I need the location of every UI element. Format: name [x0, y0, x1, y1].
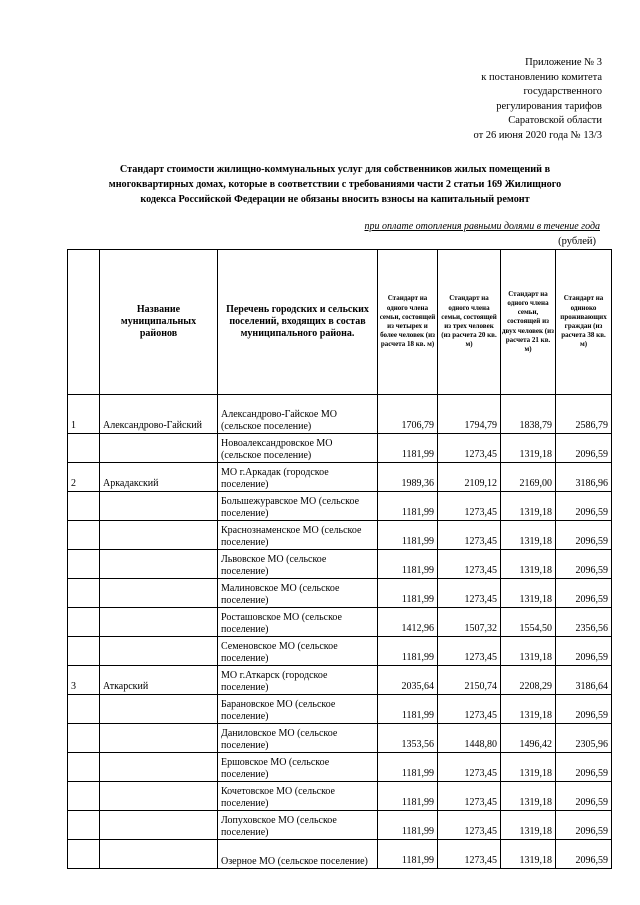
table-row — [68, 782, 612, 811]
table-row — [68, 840, 612, 869]
cell-index — [68, 753, 100, 782]
cell-standard-2: 1319,18 — [501, 782, 556, 811]
table-row — [68, 724, 612, 753]
cell-standard-2: 1319,18 — [501, 637, 556, 666]
table-row — [68, 492, 612, 521]
cell-standard-1: 2586,79 — [556, 395, 612, 434]
appendix-block — [473, 56, 602, 144]
cell-standard-4: 1989,36 — [378, 463, 438, 492]
cell-settlement: Озерное МО (сельское поселение) — [218, 840, 378, 869]
cell-settlement: Барановское МО (сельское поселение) — [218, 695, 378, 724]
cell-index — [68, 550, 100, 579]
standards-table — [67, 249, 612, 869]
cell-standard-4: 1181,99 — [378, 434, 438, 463]
cell-standard-3: 1507,32 — [438, 608, 501, 637]
cell-standard-3: 1273,45 — [438, 811, 501, 840]
cell-standard-3: 1273,45 — [438, 782, 501, 811]
cell-standard-4: 1181,99 — [378, 695, 438, 724]
cell-settlement: Александрово-Гайское МО (сельское поселение) — [218, 395, 378, 434]
cell-standard-4: 1181,99 — [378, 550, 438, 579]
header-district: Название муниципальных районов — [100, 250, 218, 395]
cell-settlement: Ершовское МО (сельское поселение) — [218, 753, 378, 782]
cell-settlement: Львовское МО (сельское поселение) — [218, 550, 378, 579]
cell-standard-4: 1181,99 — [378, 521, 438, 550]
cell-standard-2: 1319,18 — [501, 521, 556, 550]
cell-standard-3: 1794,79 — [438, 395, 501, 434]
cell-index: 2 — [68, 463, 100, 492]
appendix-line: к постановлению комитета — [481, 71, 602, 83]
cell-index — [68, 724, 100, 753]
cell-district — [100, 521, 218, 550]
cell-standard-1: 2096,59 — [556, 782, 612, 811]
cell-settlement: Кочетовское МО (сельское поселение) — [218, 782, 378, 811]
header-standard-3: Стандарт на одного члена семьи, состоящей из трех человек (из расчета 20 кв. м) — [438, 250, 501, 395]
cell-standard-1: 2096,59 — [556, 434, 612, 463]
cell-standard-2: 1554,50 — [501, 608, 556, 637]
cell-standard-3: 1273,45 — [438, 550, 501, 579]
cell-standard-3: 1273,45 — [438, 579, 501, 608]
table-row — [68, 811, 612, 840]
cell-index — [68, 608, 100, 637]
cell-standard-2: 2208,29 — [501, 666, 556, 695]
cell-standard-3: 1273,45 — [438, 521, 501, 550]
appendix-line: государственного — [523, 86, 602, 98]
cell-standard-4: 2035,64 — [378, 666, 438, 695]
cell-standard-4: 1181,99 — [378, 492, 438, 521]
cell-standard-2: 1496,42 — [501, 724, 556, 753]
table-row — [68, 434, 612, 463]
cell-district: Александрово-Гайский — [100, 395, 218, 434]
cell-standard-1: 3186,96 — [556, 463, 612, 492]
cell-index — [68, 840, 100, 869]
cell-standard-2: 1319,18 — [501, 579, 556, 608]
cell-standard-3: 1273,45 — [438, 492, 501, 521]
cell-settlement: МО г.Аткарск (городское поселение) — [218, 666, 378, 695]
cell-index — [68, 637, 100, 666]
cell-standard-1: 2096,59 — [556, 840, 612, 869]
table-row — [68, 637, 612, 666]
table-row — [68, 463, 612, 492]
cell-index — [68, 782, 100, 811]
cell-standard-2: 1319,18 — [501, 434, 556, 463]
cell-standard-1: 2096,59 — [556, 492, 612, 521]
cell-standard-4: 1181,99 — [378, 637, 438, 666]
cell-standard-1: 2305,96 — [556, 724, 612, 753]
cell-standard-1: 2096,59 — [556, 753, 612, 782]
cell-standard-4: 1706,79 — [378, 395, 438, 434]
cell-standard-1: 2096,59 — [556, 521, 612, 550]
cell-standard-3: 1273,45 — [438, 753, 501, 782]
cell-standard-2: 1319,18 — [501, 811, 556, 840]
cell-standard-1: 2096,59 — [556, 695, 612, 724]
cell-standard-4: 1412,96 — [378, 608, 438, 637]
header-standard-4: Стандарт на одного члена семьи, состоящей из четырех и более человек (из расчета 18 кв. м) — [378, 250, 438, 395]
table-row — [68, 695, 612, 724]
cell-standard-2: 2169,00 — [501, 463, 556, 492]
cell-standard-2: 1319,18 — [501, 840, 556, 869]
cell-index: 3 — [68, 666, 100, 695]
cell-settlement: Семеновское МО (сельское поселение) — [218, 637, 378, 666]
appendix-line: от 26 июня 2020 года № 13/3 — [473, 129, 602, 141]
cell-standard-2: 1838,79 — [501, 395, 556, 434]
cell-district — [100, 753, 218, 782]
cell-standard-4: 1181,99 — [378, 840, 438, 869]
cell-settlement: МО г.Аркадак (городское поселение) — [218, 463, 378, 492]
cell-index: 1 — [68, 395, 100, 434]
document-title: Стандарт стоимости жилищно-коммунальных услуг для собственников жилых помещений в многоквартирных домах, которые в соответствии с требованиями части 2 статьи 169 Жилищного кодекса Российской Федерации не обязаны вносить взносы на капитальный ремонт — [108, 164, 562, 205]
cell-district — [100, 492, 218, 521]
table-row — [68, 550, 612, 579]
cell-standard-2: 1319,18 — [501, 753, 556, 782]
cell-standard-1: 2096,59 — [556, 811, 612, 840]
table-row — [68, 608, 612, 637]
cell-settlement: Малиновское МО (сельское поселение) — [218, 579, 378, 608]
table-header-row — [68, 250, 612, 395]
cell-district — [100, 637, 218, 666]
cell-standard-1: 2356,56 — [556, 608, 612, 637]
cell-district — [100, 434, 218, 463]
cell-standard-1: 2096,59 — [556, 637, 612, 666]
cell-standard-2: 1319,18 — [501, 695, 556, 724]
cell-standard-3: 1273,45 — [438, 695, 501, 724]
table-row — [68, 666, 612, 695]
cell-settlement: Краснознаменское МО (сельское поселение) — [218, 521, 378, 550]
header-settlements: Перечень городских и сельских поселений, входящих в состав муниципального района. — [218, 250, 378, 395]
cell-index — [68, 492, 100, 521]
cell-district — [100, 724, 218, 753]
cell-standard-4: 1181,99 — [378, 753, 438, 782]
header-standard-2: Стандарт на одного члена семьи, состоящей из двух человек (из расчета 21 кв. м) — [501, 250, 556, 395]
cell-district — [100, 782, 218, 811]
cell-standard-4: 1181,99 — [378, 811, 438, 840]
cell-standard-3: 2150,74 — [438, 666, 501, 695]
appendix-line: Приложение № 3 — [525, 57, 602, 68]
cell-district — [100, 608, 218, 637]
cell-standard-3: 1273,45 — [438, 637, 501, 666]
cell-standard-1: 2096,59 — [556, 579, 612, 608]
cell-district — [100, 695, 218, 724]
cell-standard-1: 2096,59 — [556, 550, 612, 579]
table-row — [68, 395, 612, 434]
cell-settlement: Росташовское МО (сельское поселение) — [218, 608, 378, 637]
appendix-line: регулирования тарифов — [496, 100, 602, 112]
cell-standard-2: 1319,18 — [501, 550, 556, 579]
table-row — [68, 753, 612, 782]
appendix-line: Саратовской области — [508, 115, 602, 127]
cell-standard-1: 3186,64 — [556, 666, 612, 695]
header-standard-1: Стандарт на одиноко проживающих граждан (из расчета 38 кв. м) — [556, 250, 612, 395]
header-index — [68, 250, 100, 395]
cell-standard-3: 1273,45 — [438, 840, 501, 869]
cell-standard-4: 1353,56 — [378, 724, 438, 753]
table-row — [68, 521, 612, 550]
cell-index — [68, 434, 100, 463]
payment-note: при оплате отопления равными долями в течение года — [364, 221, 600, 232]
cell-index — [68, 811, 100, 840]
cell-standard-3: 2109,12 — [438, 463, 501, 492]
cell-standard-3: 1448,80 — [438, 724, 501, 753]
table-row — [68, 579, 612, 608]
cell-settlement: Даниловское МО (сельское поселение) — [218, 724, 378, 753]
cell-standard-2: 1319,18 — [501, 492, 556, 521]
cell-index — [68, 695, 100, 724]
currency-unit: (рублей) — [558, 236, 596, 247]
cell-district — [100, 550, 218, 579]
cell-index — [68, 521, 100, 550]
cell-settlement: Новоалександровское МО (сельское поселение) — [218, 434, 378, 463]
cell-standard-4: 1181,99 — [378, 579, 438, 608]
cell-standard-4: 1181,99 — [378, 782, 438, 811]
cell-standard-3: 1273,45 — [438, 434, 501, 463]
cell-district — [100, 840, 218, 869]
cell-settlement: Большежуравское МО (сельское поселение) — [218, 492, 378, 521]
cell-district: Аткарский — [100, 666, 218, 695]
cell-district — [100, 811, 218, 840]
cell-index — [68, 579, 100, 608]
cell-district — [100, 579, 218, 608]
cell-district: Аркадакский — [100, 463, 218, 492]
cell-settlement: Лопуховское МО (сельское поселение) — [218, 811, 378, 840]
